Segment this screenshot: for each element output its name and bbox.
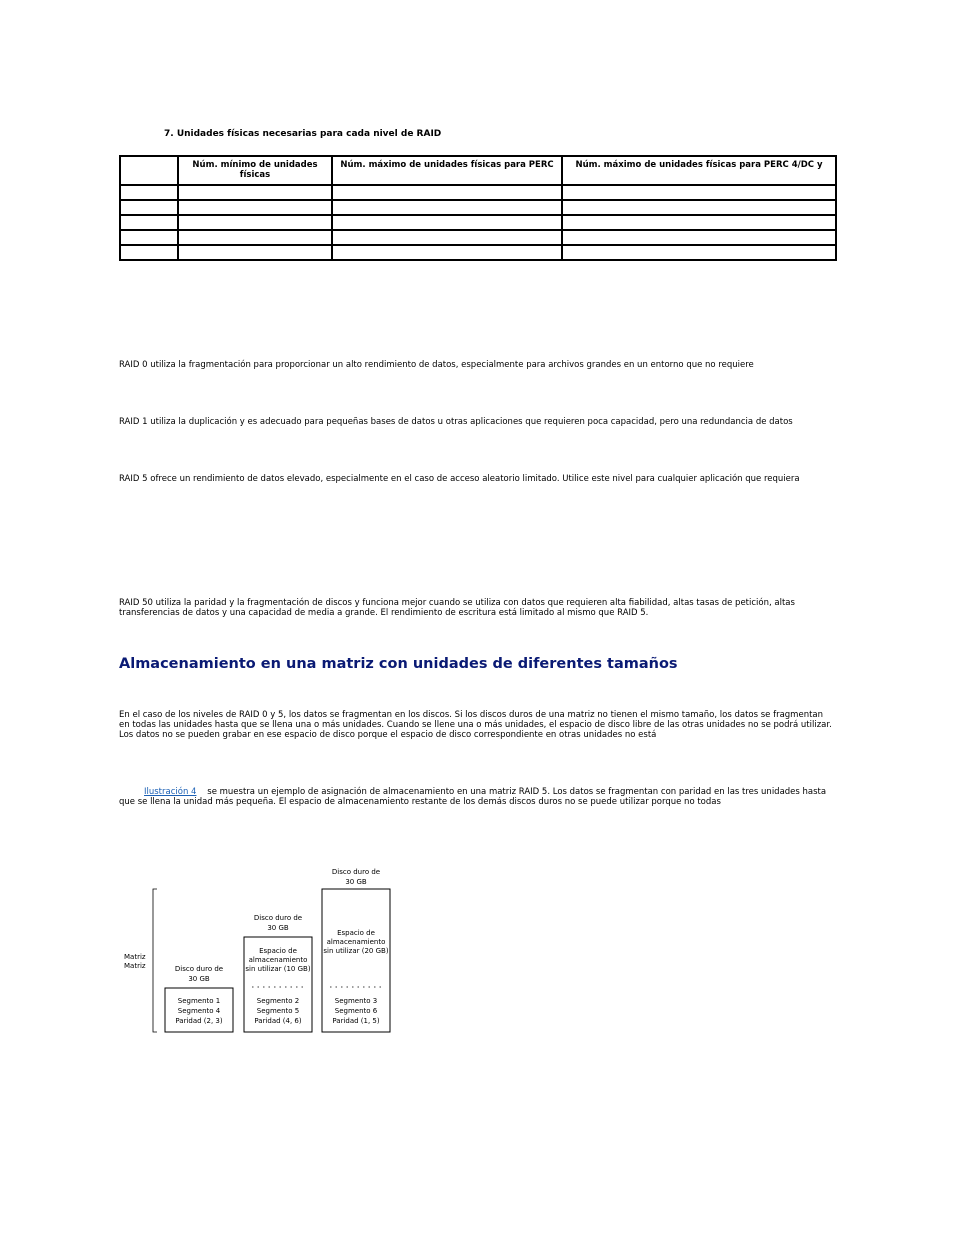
disk-2 xyxy=(244,914,312,1032)
disk-title: Disco duro de xyxy=(253,914,303,922)
disk-title: 30 GB xyxy=(267,924,289,932)
table-cell xyxy=(332,215,562,230)
parity-label: Paridad (2, 3) xyxy=(175,1017,223,1025)
table-cell xyxy=(178,215,332,230)
table-cell xyxy=(178,185,332,200)
raid5-allocation-diagram xyxy=(120,860,400,1040)
segment-label: Segmento 4 xyxy=(177,1007,221,1015)
table-header-cell: Núm. máximo de unidades físicas para PERC xyxy=(332,156,562,185)
table-row xyxy=(120,215,836,230)
table-header-cell xyxy=(120,156,178,185)
disk-title: 30 GB xyxy=(345,878,367,886)
table-header-cell: Núm. máximo de unidades físicas para PERC 4/DC y xyxy=(562,156,836,185)
table-cell xyxy=(332,200,562,215)
raid1-paragraph: RAID 1 utiliza la duplicación y es adecuado para pequeñas bases de datos u otras aplicaciones que requieren poca capacidad, pero una redundancia de datos xyxy=(119,417,793,427)
table-header-cell: Núm. mínimo de unidades físicas xyxy=(178,156,332,185)
matrix-label: Matriz xyxy=(124,953,146,961)
free-space-label: Espacio de xyxy=(259,947,297,955)
parity-label: Paridad (1, 5) xyxy=(332,1017,380,1025)
table-cell xyxy=(562,215,836,230)
matrix-label: Matriz xyxy=(124,962,146,970)
segment-label: Segmento 6 xyxy=(334,1007,378,1015)
disk-title: Disco duro de xyxy=(174,965,224,973)
table-cell xyxy=(332,185,562,200)
table-cell xyxy=(332,230,562,245)
table-cell xyxy=(562,245,836,260)
parity-label: Paridad (4, 6) xyxy=(254,1017,302,1025)
disk-title: 30 GB xyxy=(188,975,210,983)
segment-label: Segmento 5 xyxy=(256,1007,300,1015)
figure-4-link[interactable]: Ilustración 4 xyxy=(144,787,197,797)
table-cell xyxy=(120,245,178,260)
table-cell xyxy=(178,245,332,260)
segment-label: Segmento 2 xyxy=(256,997,300,1005)
mixed-sizes-paragraph: En el caso de los niveles de RAID 0 y 5, los datos se fragmentan en los discos. Si los discos duros de una matriz no tienen el mismo tamaño, los datos se fragmentan en todas las unidades hasta que se llena una o más unidades. Cuando se llene una o más unidades, el espacio de disco libre de las otras unidades no se podrá utilizar. Los datos no se pueden grabar en ese espacio de disco porque el espacio de disco correspondiente en otras unidades no está xyxy=(119,710,832,740)
free-space-label: almacenamiento xyxy=(326,938,386,946)
free-space-label: Espacio de xyxy=(337,929,375,937)
raid0-paragraph: RAID 0 utiliza la fragmentación para proporcionar un alto rendimiento de datos, especialmente para archivos grandes en un entorno que no requiere xyxy=(119,360,754,370)
segment-label: Segmento 1 xyxy=(177,997,221,1005)
table-cell xyxy=(562,230,836,245)
table-cell xyxy=(178,230,332,245)
table-cell xyxy=(332,245,562,260)
free-space-label: almacenamiento xyxy=(248,956,308,964)
table-cell xyxy=(120,215,178,230)
table-cell xyxy=(120,230,178,245)
table-row xyxy=(120,230,836,245)
table-row xyxy=(120,200,836,215)
raid-drives-table xyxy=(119,155,837,261)
free-space-label: sin utilizar (10 GB) xyxy=(245,965,311,973)
table-cell xyxy=(562,200,836,215)
table-caption: 7. Unidades físicas necesarias para cada nivel de RAID xyxy=(164,129,442,139)
section-heading: Almacenamiento en una matriz con unidades de diferentes tamaños xyxy=(119,656,678,672)
table-cell xyxy=(120,185,178,200)
table-row xyxy=(120,245,836,260)
free-space-label: sin utilizar (20 GB) xyxy=(323,947,389,955)
table-header-row xyxy=(120,156,836,185)
disk-1 xyxy=(165,965,233,1032)
table-cell xyxy=(120,200,178,215)
disk-3 xyxy=(322,868,390,1032)
table-cell xyxy=(178,200,332,215)
disk-title: Disco duro de xyxy=(331,868,381,876)
matrix-bracket xyxy=(153,889,157,1032)
table-cell xyxy=(562,185,836,200)
raid5-paragraph: RAID 5 ofrece un rendimiento de datos elevado, especialmente en el caso de acceso aleatorio limitado. Utilice este nivel para cualquier aplicación que requiera xyxy=(119,474,800,484)
segment-label: Segmento 3 xyxy=(334,997,378,1005)
table-row xyxy=(120,185,836,200)
raid50-paragraph: RAID 50 utiliza la paridad y la fragmentación de discos y funciona mejor cuando se utiliza con datos que requieren alta fiabilidad, altas tasas de petición, altas transferencias de datos y una capacidad de media a grande. El rendimiento de escritura está limitado al mismo que RAID 5. xyxy=(119,598,795,618)
figure-intro-paragraph xyxy=(119,787,835,807)
figure-intro-text: se muestra un ejemplo de asignación de almacenamiento en una matriz RAID 5. Los datos se fragmentan con paridad en las tres unidades hasta que se llena la unidad más pequeña. El espacio de almacenamiento restante de los demás discos duros no se puede utilizar porque no todas xyxy=(119,787,827,807)
